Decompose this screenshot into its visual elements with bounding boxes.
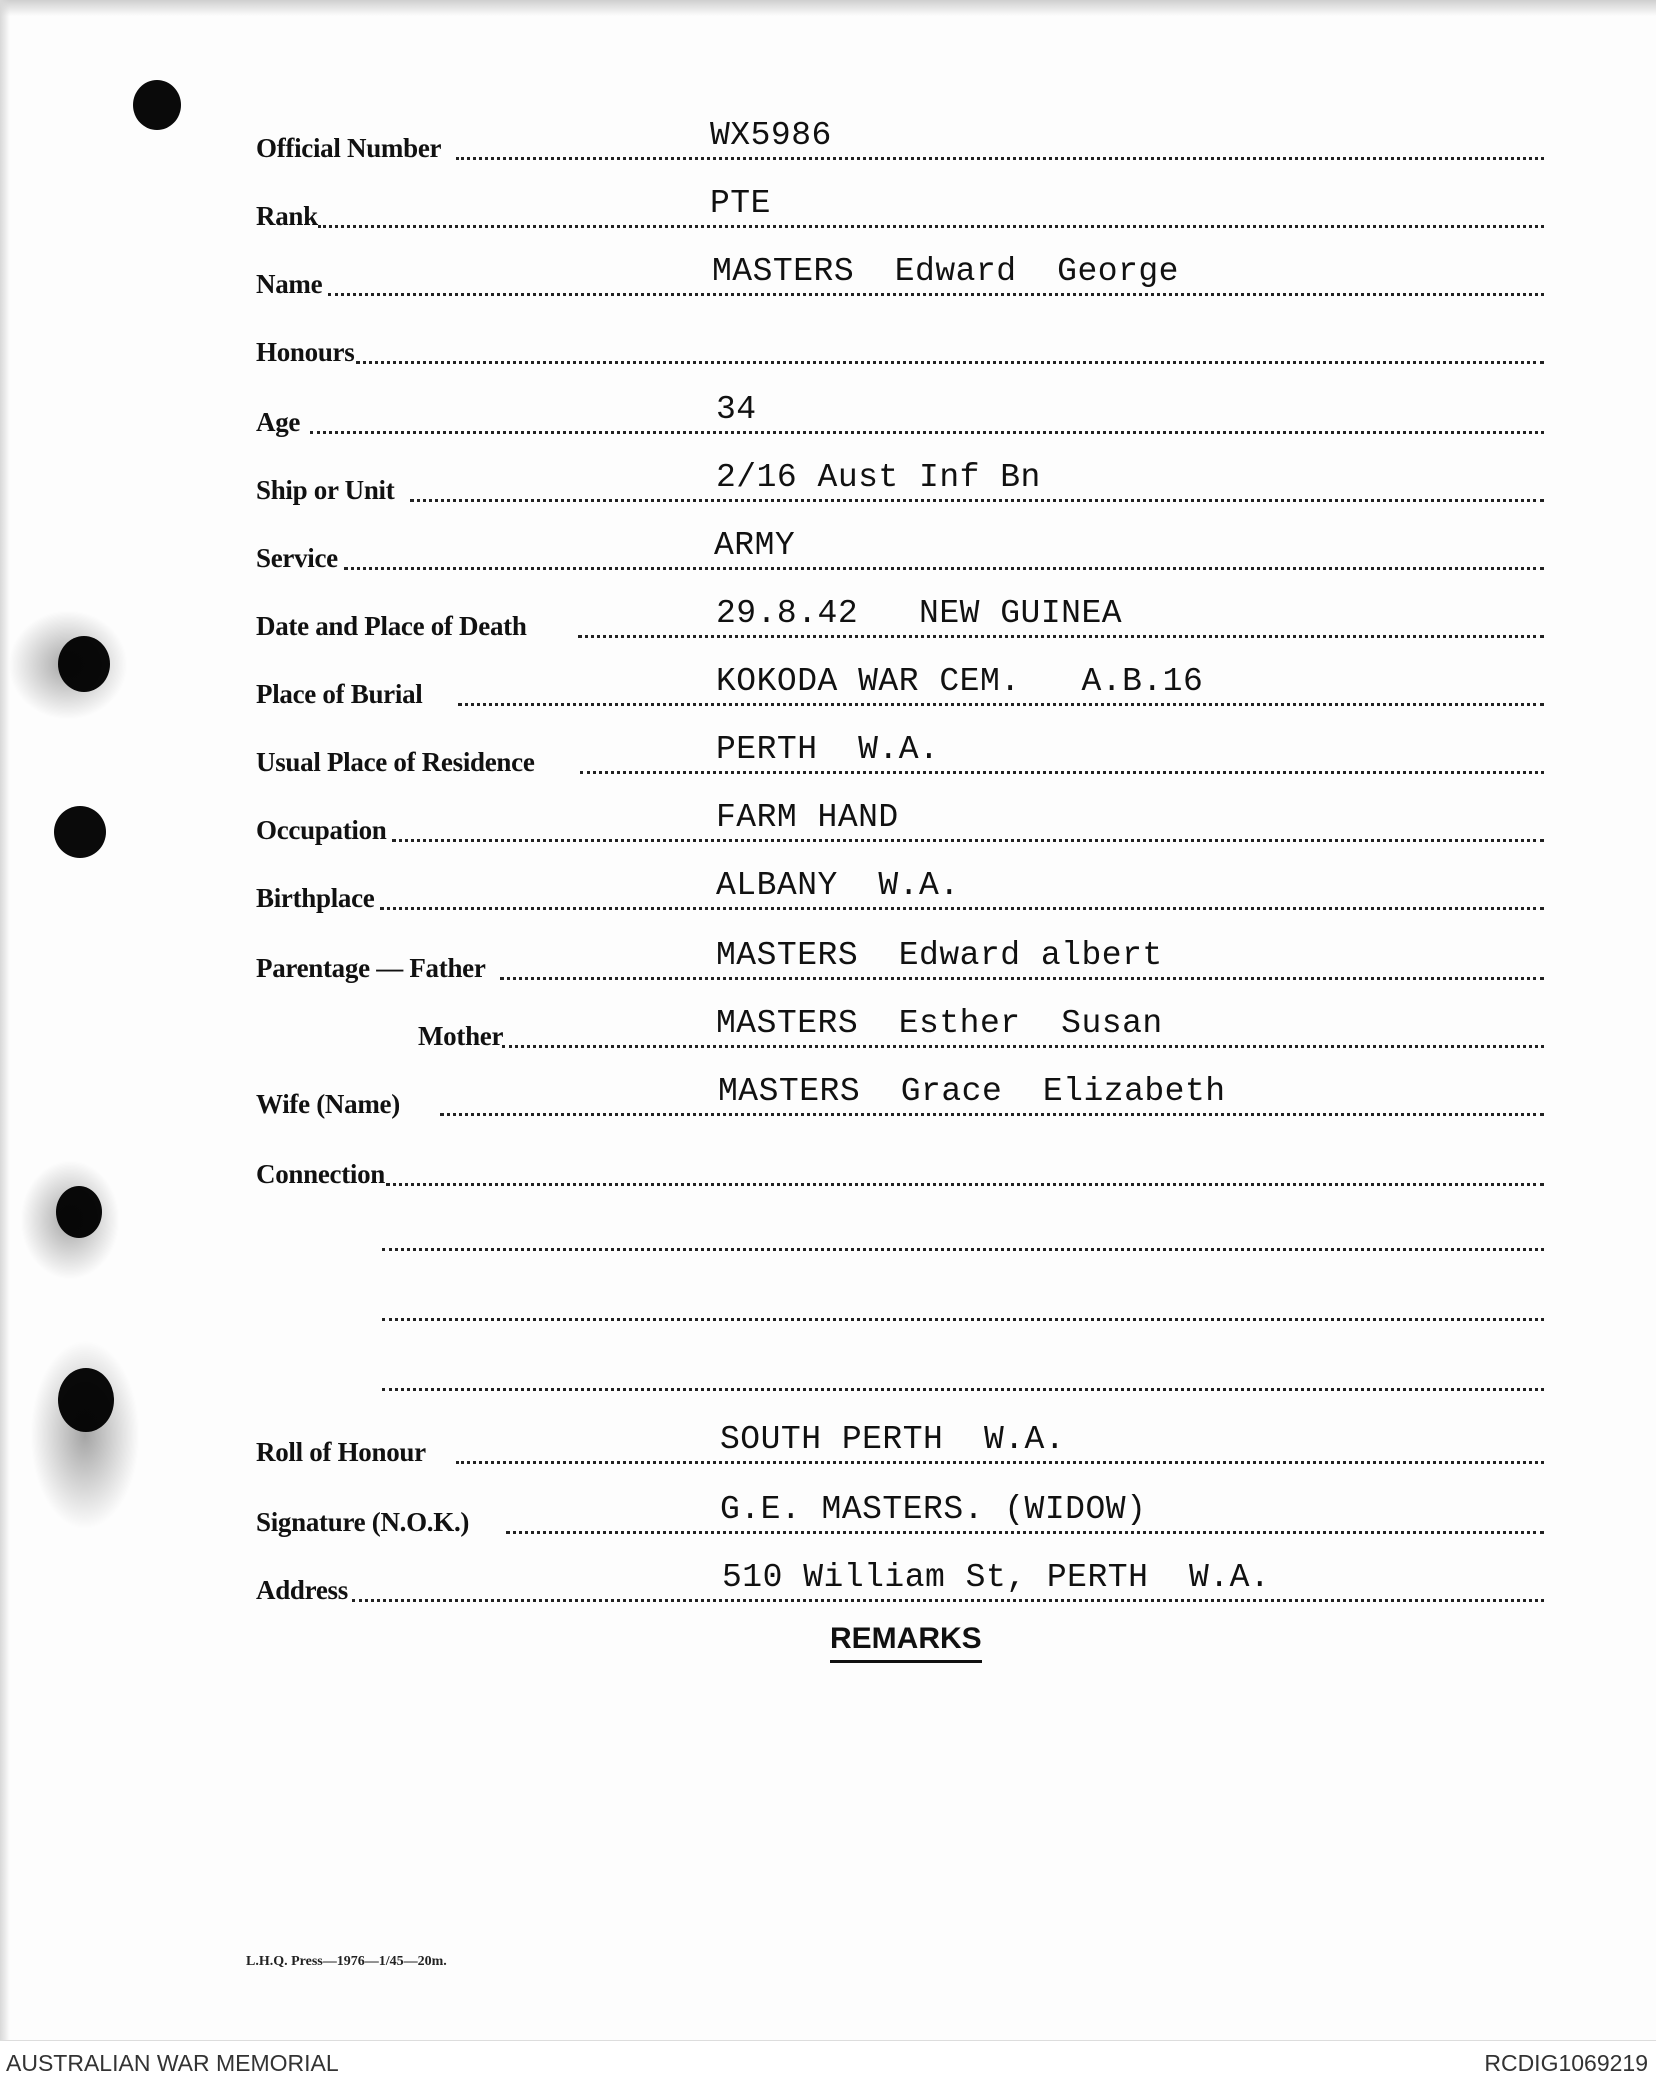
value-rank: PTE (710, 185, 771, 222)
dotted-line (392, 839, 1544, 842)
footer-source: AUSTRALIAN WAR MEMORIAL (6, 2050, 339, 2076)
dotted-line (502, 1045, 1544, 1048)
value-name: MASTERS Edward George (712, 253, 1179, 290)
dotted-line (456, 1461, 1544, 1464)
connection-line-4 (382, 1388, 1544, 1391)
label-date-place-of-death: Date and Place of Death (256, 611, 527, 641)
row-honours (256, 324, 1544, 372)
value-usual-residence: PERTH W.A. (716, 731, 940, 768)
label-birthplace: Birthplace (256, 883, 375, 913)
row-address (256, 1559, 1544, 1610)
dotted-line (386, 1183, 1544, 1186)
value-official-number: WX5986 (710, 117, 832, 154)
label-occupation: Occupation (256, 815, 387, 845)
dotted-line (458, 703, 1544, 706)
value-signature: G.E. MASTERS. (WIDOW) (720, 1491, 1147, 1528)
value-roll-of-honour: SOUTH PERTH W.A. (720, 1421, 1066, 1458)
dotted-line (410, 499, 1544, 502)
dotted-line (380, 907, 1544, 910)
dotted-line (310, 431, 1544, 434)
label-signature: Signature (N.O.K.) (256, 1507, 470, 1537)
dotted-line (356, 361, 1544, 364)
label-honours: Honours (256, 337, 355, 367)
row-service (256, 527, 1544, 578)
label-ship-or-unit: Ship or Unit (256, 475, 395, 505)
row-father (256, 937, 1544, 988)
value-address: 510 William St, PERTH W.A. (722, 1559, 1271, 1596)
scan-edge-top (0, 0, 1656, 16)
label-name: Name (256, 269, 323, 299)
dotted-line (506, 1531, 1544, 1534)
remarks-heading: REMARKS (830, 1622, 982, 1663)
value-date-place-of-death: 29.8.42 NEW GUINEA (716, 595, 1123, 632)
value-service: ARMY (714, 527, 796, 564)
row-ship-or-unit (256, 459, 1544, 510)
dotted-line (500, 977, 1544, 980)
label-service: Service (256, 543, 338, 573)
row-age (256, 391, 1544, 442)
connection-line-3 (382, 1318, 1544, 1321)
label-mother: Mother (418, 1021, 504, 1051)
scan-smudge-1 (8, 610, 128, 720)
row-mother (256, 1005, 1544, 1056)
label-connection: Connection (256, 1159, 386, 1189)
value-age: 34 (716, 391, 757, 428)
dotted-line (440, 1113, 1544, 1116)
dotted-line (352, 1599, 1544, 1602)
archive-footer (0, 2040, 1656, 2083)
label-address: Address (256, 1575, 348, 1605)
row-usual-residence (256, 731, 1544, 782)
row-wife (256, 1073, 1544, 1124)
label-age: Age (256, 407, 301, 437)
value-ship-or-unit: 2/16 Aust Inf Bn (716, 459, 1041, 496)
row-roll-of-honour (256, 1421, 1544, 1472)
scan-smudge-2 (20, 1160, 120, 1280)
dotted-line (328, 293, 1544, 296)
scan-smudge-3 (30, 1340, 140, 1530)
value-father: MASTERS Edward albert (716, 937, 1163, 974)
dotted-line (344, 567, 1544, 570)
label-wife: Wife (Name) (256, 1089, 400, 1119)
dotted-line (578, 635, 1544, 638)
row-connection (256, 1146, 1544, 1194)
row-name (256, 253, 1544, 304)
label-father: Parentage — Father (256, 953, 486, 983)
value-birthplace: ALBANY W.A. (716, 867, 960, 904)
label-place-of-burial: Place of Burial (256, 679, 423, 709)
value-place-of-burial: KOKODA WAR CEM. A.B.16 (716, 663, 1204, 700)
printer-note: L.H.Q. Press—1976—1/45—20m. (246, 1954, 447, 1969)
footer-record-id: RCDIG1069219 (1484, 2050, 1648, 2076)
row-official-number (256, 117, 1544, 168)
punch-hole-1 (133, 80, 181, 130)
scan-edge-left (0, 0, 10, 2040)
row-occupation (256, 799, 1544, 850)
label-roll-of-honour: Roll of Honour (256, 1437, 426, 1467)
row-signature (256, 1491, 1544, 1542)
punch-hole-3 (54, 806, 106, 858)
dotted-line (318, 225, 1544, 228)
label-rank: Rank (256, 201, 318, 231)
row-place-of-burial (256, 663, 1544, 714)
value-wife: MASTERS Grace Elizabeth (718, 1073, 1226, 1110)
value-mother: MASTERS Esther Susan (716, 1005, 1163, 1042)
row-rank (256, 185, 1544, 236)
label-official-number: Official Number (256, 133, 442, 163)
dotted-line (456, 157, 1544, 160)
label-usual-residence: Usual Place of Residence (256, 747, 535, 777)
row-birthplace (256, 867, 1544, 918)
row-date-place-of-death (256, 595, 1544, 646)
dotted-line (580, 771, 1544, 774)
connection-line-2 (382, 1248, 1544, 1251)
value-occupation: FARM HAND (716, 799, 899, 836)
